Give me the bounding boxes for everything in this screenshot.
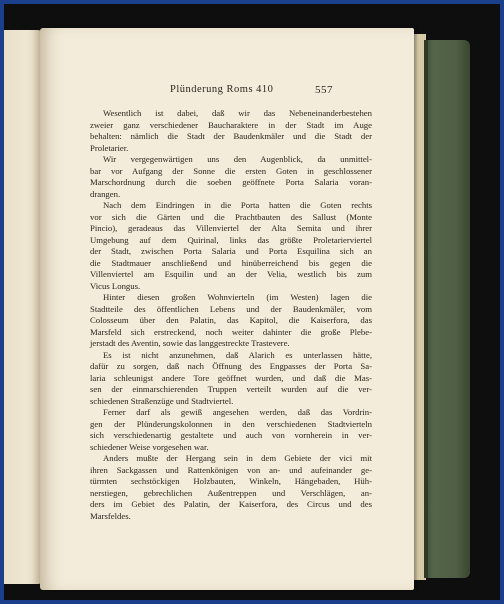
text-line: jerstadt des Aventin, sowie das langgestreckte Trastevere.: [90, 338, 290, 348]
scan-frame: [4, 4, 500, 600]
text-line: Marschordnung durch die soeben geöffnete Porta Salaria voran-: [90, 177, 372, 187]
body-text: [90, 108, 372, 522]
text-line: Wesentlich ist dabei, daß wir das Nebeneinanderbestehen: [103, 108, 372, 118]
cover-spine-edge: [424, 40, 428, 578]
text-line: nerstiegen, gebrechlichen Außentreppen und Verschlägen, an-: [90, 487, 372, 498]
text-line: vor sich die Gärten und die Prachtbauten des Sallust (Monte: [90, 211, 372, 222]
text-line: die Stadtmauer anschließend und hinüberreichend bis gegen die: [90, 257, 372, 268]
paragraph: [90, 350, 372, 408]
text-line: Ferner darf als gewiß angesehen werden, daß das Vordrin-: [103, 407, 372, 417]
text-line: Stadtteile des öffentlichen Lebens und der Baudenkmäler, vom: [90, 303, 372, 314]
text-line: Marsfeld sich erstreckend, noch weiter dahinter die große Plebe-: [90, 326, 372, 337]
text-line: Anders mußte der Hergang sein in dem Gebiete der vici mit: [103, 453, 372, 463]
text-line: schiedenen Straßenzüge und Stadtviertel.: [90, 395, 234, 406]
book-cover: [424, 40, 470, 578]
page-number: 557: [315, 84, 333, 96]
text-line: zweier ganz verschiedener Baucharaktere in der Stadt im Auge: [90, 119, 372, 130]
running-title: Plünderung Roms 410: [170, 84, 274, 95]
paragraph: [90, 292, 372, 350]
text-line: Hinter diesen großen Wohnvierteln (im Westen) lagen die: [103, 292, 372, 302]
text-line: sen der einmarschierenden Truppen verteilt wurden auf die ver-: [90, 384, 372, 394]
text-line: Colosseum über den Palatin, das Kapitol, die Kaiserfora, das: [90, 315, 372, 325]
book-page: [40, 28, 414, 590]
text-line: behalten: nämlich die Stadt der Baudenkmäler und die Stadt der: [90, 131, 372, 141]
text-line: Es ist nicht anzunehmen, daß Alarich es unterlassen hätte,: [103, 349, 372, 360]
paragraph: [90, 200, 372, 292]
text-line: schiedener Weise vorgesehen war.: [90, 441, 209, 452]
text-line: Vicus Longus.: [90, 280, 141, 291]
text-line: gen der Plünderungskolonnen in den verschiedenen Stadtvierteln: [90, 418, 372, 429]
text-line: Pincio), geradeaus das Villenviertel der Alta Semita und ihrer: [90, 223, 372, 233]
paragraph: [90, 108, 372, 154]
text-line: Villenviertel am Esquilin und an der Velia, westlich bis zum: [90, 269, 372, 279]
text-line: Nach dem Eindringen in die Porta hatten die Goten rechts: [103, 200, 372, 210]
text-line: ihren Sackgassen und Rattenkönigen von an- und aufeinander ge-: [90, 464, 372, 475]
paragraph: [90, 407, 372, 453]
text-line: drangen.: [90, 188, 121, 199]
text-line: ders im Gebiet des Palatin, der Kaiserfora, des Circus und des: [90, 499, 372, 509]
paragraph: [90, 453, 372, 522]
text-line: bar vor Aufgang der Sonne die ersten Goten in geschlossener: [90, 165, 372, 176]
paragraph: [90, 154, 372, 200]
text-line: laria schleunigst andere Tore geöffnet wurden, und daß die Mas-: [90, 372, 372, 383]
running-header: [40, 84, 414, 100]
text-line: Proletarier.: [90, 142, 129, 153]
text-line: der Stadt, zwischen Porta Salaria und Porta Esquilina sich an: [90, 246, 372, 256]
text-line: sich verschiedenartig gestaltete und auch von vornherein in ver-: [90, 430, 372, 440]
text-line: türmten sechstöckigen Holzbauten, Winkeln, Hängebaden, Hüh-: [90, 476, 372, 486]
text-line: dafür zu sorgen, daß nach Öffnung des Engpasses der Porta Sa-: [90, 361, 372, 371]
text-line: Marsfeldes.: [90, 510, 131, 521]
text-line: Wir vergegenwärtigen uns den Augenblick, da unmittel-: [103, 154, 372, 164]
text-line: Umgebung auf dem Quirinal, links das größte Proletarierviertel: [90, 234, 372, 245]
